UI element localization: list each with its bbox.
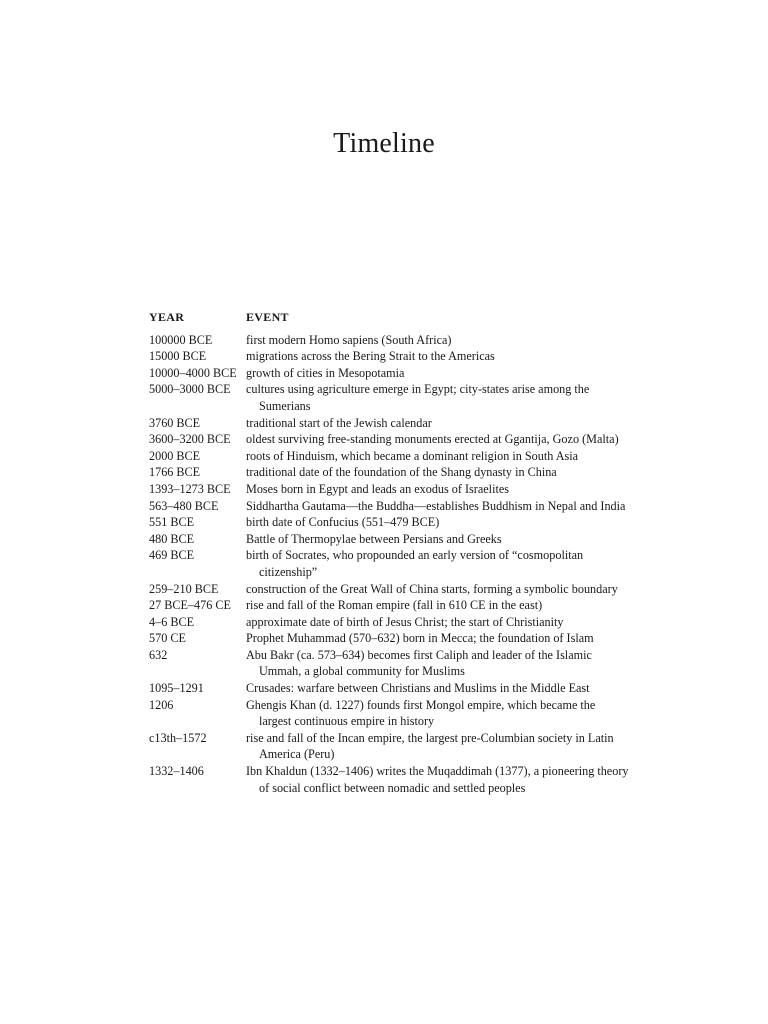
table-row xyxy=(149,448,629,465)
event-cell: migrations across the Bering Strait to the Americas xyxy=(246,349,495,364)
table-row xyxy=(149,381,629,414)
year-cell: 4–6 BCE xyxy=(149,614,195,629)
year-cell: 10000–4000 BCE xyxy=(149,365,237,380)
year-cell: 100000 BCE xyxy=(149,332,213,347)
year-cell: 1766 BCE xyxy=(149,465,201,480)
table-row xyxy=(149,547,629,580)
event-cell: Crusades: warfare between Christians and Muslims in the Middle East xyxy=(246,681,590,696)
table-row xyxy=(149,647,629,680)
event-cell: rise and fall of the Roman empire (fall in 610 CE in the east) xyxy=(246,598,543,613)
table-row xyxy=(149,730,629,763)
year-cell: 259–210 BCE xyxy=(149,581,219,596)
event-cell: rise and fall of the Incan empire, the largest pre-Columbian society in Latin America (Peru) xyxy=(246,730,614,762)
year-cell: 1332–1406 xyxy=(149,764,204,779)
table-row xyxy=(149,365,629,382)
year-cell: 570 CE xyxy=(149,631,186,646)
year-cell: 3600–3200 BCE xyxy=(149,432,231,447)
year-cell: 2000 BCE xyxy=(149,448,201,463)
year-cell: 1393–1273 BCE xyxy=(149,481,231,496)
event-cell: birth of Socrates, who propounded an early version of “cosmopolitan citizenship” xyxy=(246,548,584,579)
event-column-header: EVENT xyxy=(246,310,289,324)
event-cell: Abu Bakr (ca. 573–634) becomes first Caliph and leader of the Islamic Ummah, a global community for Muslims xyxy=(246,647,592,679)
event-cell: birth date of Confucius (551–479 BCE) xyxy=(246,515,440,530)
table-row xyxy=(149,630,629,647)
year-cell: c13th–1572 xyxy=(149,730,207,745)
table-row xyxy=(149,614,629,631)
event-cell: roots of Hinduism, which became a dominant religion in South Asia xyxy=(246,448,579,463)
table-row xyxy=(149,514,629,531)
event-cell: growth of cities in Mesopotamia xyxy=(246,365,405,380)
event-cell: Battle of Thermopylae between Persians and Greeks xyxy=(246,531,502,546)
event-cell: Prophet Muhammad (570–632) born in Mecca; the foundation of Islam xyxy=(246,631,594,646)
year-cell: 632 xyxy=(149,647,168,662)
table-row xyxy=(149,531,629,548)
event-cell: Ghengis Khan (d. 1227) founds first Mongol empire, which became the largest continuous empire in history xyxy=(246,697,596,729)
page-title: Timeline xyxy=(333,128,435,159)
year-cell: 1095–1291 xyxy=(149,681,204,696)
year-cell: 5000–3000 BCE xyxy=(149,382,231,397)
event-cell: traditional date of the foundation of the Shang dynasty in China xyxy=(246,465,557,480)
table-row xyxy=(149,581,629,598)
year-cell: 469 BCE xyxy=(149,548,195,563)
table-row xyxy=(149,498,629,515)
year-cell: 15000 BCE xyxy=(149,349,207,364)
event-cell: Siddhartha Gautama—the Buddha—establishes Buddhism in Nepal and India xyxy=(246,498,626,513)
year-cell: 480 BCE xyxy=(149,531,195,546)
event-cell: first modern Homo sapiens (South Africa) xyxy=(246,332,452,347)
table-row xyxy=(149,763,629,796)
event-cell: cultures using agriculture emerge in Egypt; city-states arise among the Sumerians xyxy=(246,382,590,413)
year-cell: 1206 xyxy=(149,697,174,712)
table-row xyxy=(149,332,629,349)
event-cell: Moses born in Egypt and leads an exodus of Israelites xyxy=(246,481,509,496)
table-row xyxy=(149,680,629,697)
table-row xyxy=(149,697,629,730)
timeline-table xyxy=(149,309,629,796)
year-cell: 563–480 BCE xyxy=(149,498,219,513)
year-cell: 27 BCE–476 CE xyxy=(149,598,231,613)
table-row xyxy=(149,415,629,432)
event-cell: construction of the Great Wall of China starts, forming a symbolic boundary xyxy=(246,581,618,596)
table-row xyxy=(149,464,629,481)
table-header-row xyxy=(149,309,629,332)
year-column-header: YEAR xyxy=(149,310,185,324)
table-row xyxy=(149,597,629,614)
table-row xyxy=(149,481,629,498)
year-cell: 551 BCE xyxy=(149,515,195,530)
table-row xyxy=(149,431,629,448)
event-cell: oldest surviving free-standing monuments erected at Ggantija, Gozo (Malta) xyxy=(246,432,619,447)
table-row xyxy=(149,348,629,365)
event-cell: approximate date of birth of Jesus Christ; the start of Christianity xyxy=(246,614,564,629)
year-cell: 3760 BCE xyxy=(149,415,201,430)
event-cell: Ibn Khaldun (1332–1406) writes the Muqaddimah (1377), a pioneering theory of social conflict between nomadic and settled peoples xyxy=(246,764,629,795)
event-cell: traditional start of the Jewish calendar xyxy=(246,415,432,430)
